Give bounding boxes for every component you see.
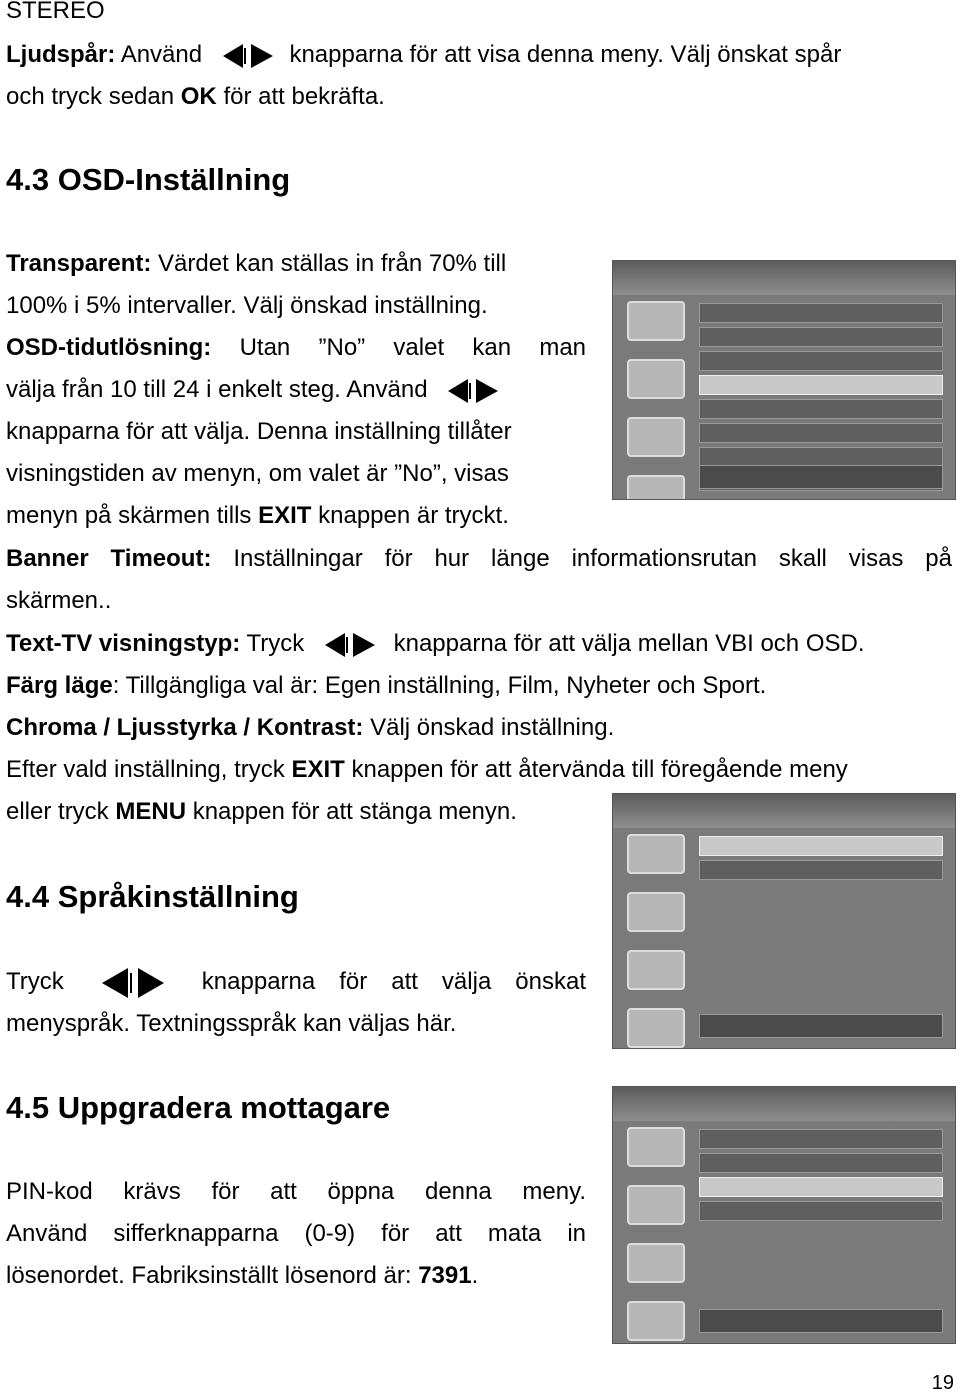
osd-settings-screenshot (612, 260, 956, 500)
menu-footer (699, 465, 943, 489)
banner-line1: Banner Timeout: Inställningar för hur länge informationsrutan skall visas på (6, 545, 952, 572)
menu-row (699, 303, 943, 323)
upgrade-screenshot (612, 1086, 956, 1344)
menu-title-bar (613, 1087, 955, 1121)
menu-row (699, 423, 943, 443)
left-right-arrow-icon (102, 968, 164, 998)
osd-timeout-line4: visningstiden av menyn, om valet är ”No”, visas (6, 460, 509, 487)
menu-row (699, 327, 943, 347)
menu-row (699, 1129, 943, 1149)
section-heading-osd: 4.3 OSD-Inställning (6, 162, 291, 197)
menu-sidebar (627, 834, 685, 1049)
teletext-line: Text-TV visningstyp: Tryck knapparna för att välja mellan VBI och OSD. (6, 630, 865, 657)
menu-row (699, 351, 943, 371)
upgrade-line1: PIN-kod krävs för att öppna denna meny. (6, 1178, 586, 1205)
menu-title-bar (613, 261, 955, 295)
menu-row (699, 860, 943, 880)
osd-timeout-line1: OSD-tidutlösning: Utan ”No” valet kan man (6, 334, 587, 361)
menu-row (699, 447, 943, 467)
left-right-arrow-icon (223, 44, 273, 68)
menu-row-selected (699, 1177, 943, 1197)
left-right-arrow-icon (325, 633, 375, 657)
menu-row (699, 1201, 943, 1221)
left-right-arrow-icon (448, 379, 498, 403)
transparent-line2: 100% i 5% intervaller. Välj önskad inställning. (6, 292, 488, 319)
top-line: STEREO (6, 0, 105, 24)
menu-list (699, 836, 943, 884)
page-number: 19 (931, 1372, 954, 1394)
menu-list (699, 1129, 943, 1225)
after-line1: Efter vald inställning, tryck EXIT knappen för att återvända till föregående meny (6, 756, 848, 783)
menu-footer (699, 1309, 943, 1333)
banner-line2: skärmen.. (6, 587, 112, 614)
color-mode-line: Färg läge: Tillgängliga val är: Egen inställning, Film, Nyheter och Sport. (6, 672, 767, 699)
menu-title-bar (613, 794, 955, 828)
osd-timeout-line5: menyn på skärmen tills EXIT knappen är tryckt. (6, 502, 509, 529)
upgrade-line2: Använd sifferknapparna (0-9) för att mata in (6, 1220, 586, 1247)
section-heading-language: 4.4 Språkinställning (6, 879, 299, 914)
menu-sidebar (627, 1127, 685, 1344)
language-line2: menyspråk. Textningsspråk kan väljas här. (6, 1010, 457, 1037)
menu-row-selected (699, 375, 943, 395)
menu-row (699, 1153, 943, 1173)
ljudspar-label: Ljudspår: (6, 41, 116, 68)
osd-timeout-line2: välja från 10 till 24 i enkelt steg. Använd (6, 369, 498, 411)
menu-row (699, 399, 943, 419)
language-line1: Tryck knapparna för att välja önskat (6, 961, 586, 1003)
after-line2: eller tryck MENU knappen för att stänga menyn. (6, 798, 517, 825)
upgrade-line3: lösenordet. Fabriksinställt lösenord är: 7391. (6, 1262, 479, 1289)
ljudspar-line1: Ljudspår: Använd knapparna för att visa denna meny. Välj önskat spår (6, 41, 842, 68)
menu-footer (699, 1014, 943, 1038)
menu-sidebar (627, 301, 685, 500)
menu-row-selected (699, 836, 943, 856)
transparent-line1: Transparent: Värdet kan ställas in från 70% till (6, 250, 507, 277)
section-heading-upgrade: 4.5 Uppgradera mottagare (6, 1090, 391, 1125)
language-settings-screenshot (612, 793, 956, 1049)
ljudspar-line2: och tryck sedan OK för att bekräfta. (6, 83, 385, 110)
osd-timeout-line3: knapparna för att välja. Denna inställning tillåter (6, 418, 512, 445)
chroma-line: Chroma / Ljusstyrka / Kontrast: Välj önskad inställning. (6, 714, 615, 741)
